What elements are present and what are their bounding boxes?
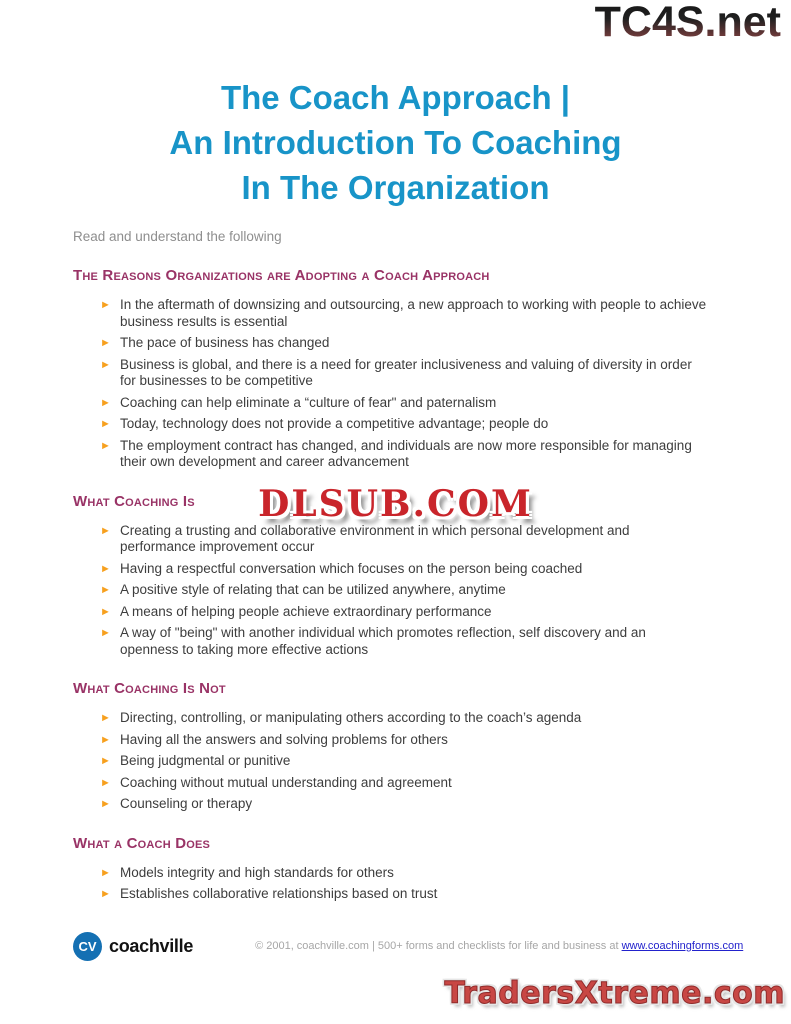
bullet-item — [100, 582, 708, 599]
bullet-list-reasons — [100, 297, 791, 471]
bullet-list-what-coaching-is-not — [100, 710, 791, 813]
bullet-item — [100, 710, 708, 727]
bullet-text: Having all the answers and solving problems for others — [120, 731, 448, 747]
section-reasons — [0, 267, 791, 471]
bullet-triangle-icon: ► — [100, 798, 111, 810]
bullet-item — [100, 865, 708, 882]
bullet-item — [100, 357, 708, 390]
copyright-prefix: © 2001, coachville.com | 500+ forms and checklists for life and business at — [255, 940, 622, 952]
watermark-tc4s: TC4S.net — [594, 0, 781, 46]
section-what-a-coach-does — [0, 835, 791, 903]
bullet-triangle-icon: ► — [100, 584, 111, 596]
bullet-item — [100, 886, 708, 903]
bullet-item — [100, 775, 708, 792]
bullet-text: A way of "being" with another individual which promotes reflection, self discovery and an openness to taking more effective actions — [120, 625, 646, 657]
bullet-text: In the aftermath of downsizing and outsourcing, a new approach to working with people to achieve business results is essential — [120, 297, 707, 329]
bullet-triangle-icon: ► — [100, 866, 111, 879]
bullet-triangle-icon: ► — [100, 755, 111, 767]
bullet-triangle-icon: ► — [100, 358, 111, 371]
cv-monogram-icon: CV — [73, 932, 102, 961]
bullet-text: Having a respectful conversation which focuses on the person being coached — [120, 560, 583, 576]
bullet-triangle-icon: ► — [100, 888, 111, 900]
bullet-text: Business is global, and there is a need for greater inclusiveness and valuing of diversity in order for businesses to be competitive — [120, 356, 692, 388]
coachingforms-link[interactable]: www.coachingforms.com — [621, 940, 744, 952]
bullet-item — [100, 561, 708, 578]
section-heading-what-coaching-is: What Coaching Is — [73, 492, 195, 510]
bullet-text: Creating a trusting and collaborative environment in which personal development and performance improvement occur — [120, 522, 630, 554]
bullet-text: Being judgmental or punitive — [120, 753, 291, 768]
section-heading-what-a-coach-does: What a Coach Does — [73, 834, 211, 852]
bullet-item — [100, 753, 708, 770]
section-heading-what-coaching-is-not: What Coaching Is Not — [73, 680, 226, 697]
bullet-triangle-icon: ► — [100, 712, 111, 724]
bullet-triangle-icon: ► — [100, 733, 111, 746]
bullet-item — [100, 416, 708, 433]
bullet-text: Establishes collaborative relationships based on trust — [120, 886, 438, 901]
bullet-item — [100, 297, 708, 330]
watermark-dlsub: DLSUB.COM — [258, 483, 533, 525]
watermark-tradersxtreme: TradersXtreme.com — [444, 976, 785, 1011]
title-line-2: An Introduction To Coaching — [169, 124, 622, 161]
title-line-1: The Coach Approach | — [220, 79, 571, 116]
bullet-item — [100, 732, 708, 749]
bullet-item — [100, 523, 708, 556]
bullet-triangle-icon: ► — [100, 337, 111, 349]
bullet-triangle-icon: ► — [100, 605, 111, 618]
bullet-text: Counseling or therapy — [120, 796, 253, 811]
bullet-text: A means of helping people achieve extraordinary performance — [120, 603, 492, 619]
bullet-text: Today, technology does not provide a competitive advantage; people do — [120, 416, 549, 431]
bullet-triangle-icon: ► — [100, 299, 111, 311]
bullet-text: Directing, controlling, or manipulating others according to the coach’s agenda — [120, 710, 582, 725]
bullet-item — [100, 604, 708, 621]
bullet-item — [100, 625, 708, 658]
page-title — [0, 75, 791, 210]
bullet-triangle-icon: ► — [100, 418, 111, 430]
bullet-text: A positive style of relating that can be utilized anywhere, anytime — [120, 582, 506, 597]
section-heading-reasons: The Reasons Organizations are Adopting a Coach Approach — [73, 267, 490, 284]
bullet-text: The employment contract has changed, and individuals are now more responsible for managing their own development and career advancement — [120, 437, 692, 469]
bullet-item — [100, 335, 708, 352]
bullet-triangle-icon: ► — [100, 396, 111, 409]
bullet-triangle-icon: ► — [100, 524, 111, 537]
copyright-text — [255, 940, 743, 953]
bullet-item — [100, 395, 708, 412]
bullet-item — [100, 438, 708, 471]
bullet-text: Coaching can help eliminate a “culture of fear" and paternalism — [120, 394, 497, 410]
bullet-triangle-icon: ► — [100, 776, 111, 789]
bullet-list-what-a-coach-does — [100, 865, 791, 903]
bullet-text: The pace of business has changed — [120, 335, 330, 350]
page-footer — [73, 932, 744, 961]
bullet-text: Coaching without mutual understanding and agreement — [120, 774, 452, 790]
coachville-wordmark: coachville — [109, 936, 194, 956]
bullet-triangle-icon: ► — [100, 562, 111, 575]
bullet-triangle-icon: ► — [100, 439, 111, 452]
title-line-3: In The Organization — [241, 169, 550, 206]
coachville-logo — [73, 932, 193, 961]
intro-text: Read and understand the following — [73, 229, 282, 244]
bullet-triangle-icon: ► — [100, 627, 111, 639]
bullet-list-what-coaching-is — [100, 523, 791, 659]
section-what-coaching-is-not — [0, 680, 791, 813]
bullet-item — [100, 796, 708, 813]
bullet-text: Models integrity and high standards for others — [120, 864, 394, 880]
